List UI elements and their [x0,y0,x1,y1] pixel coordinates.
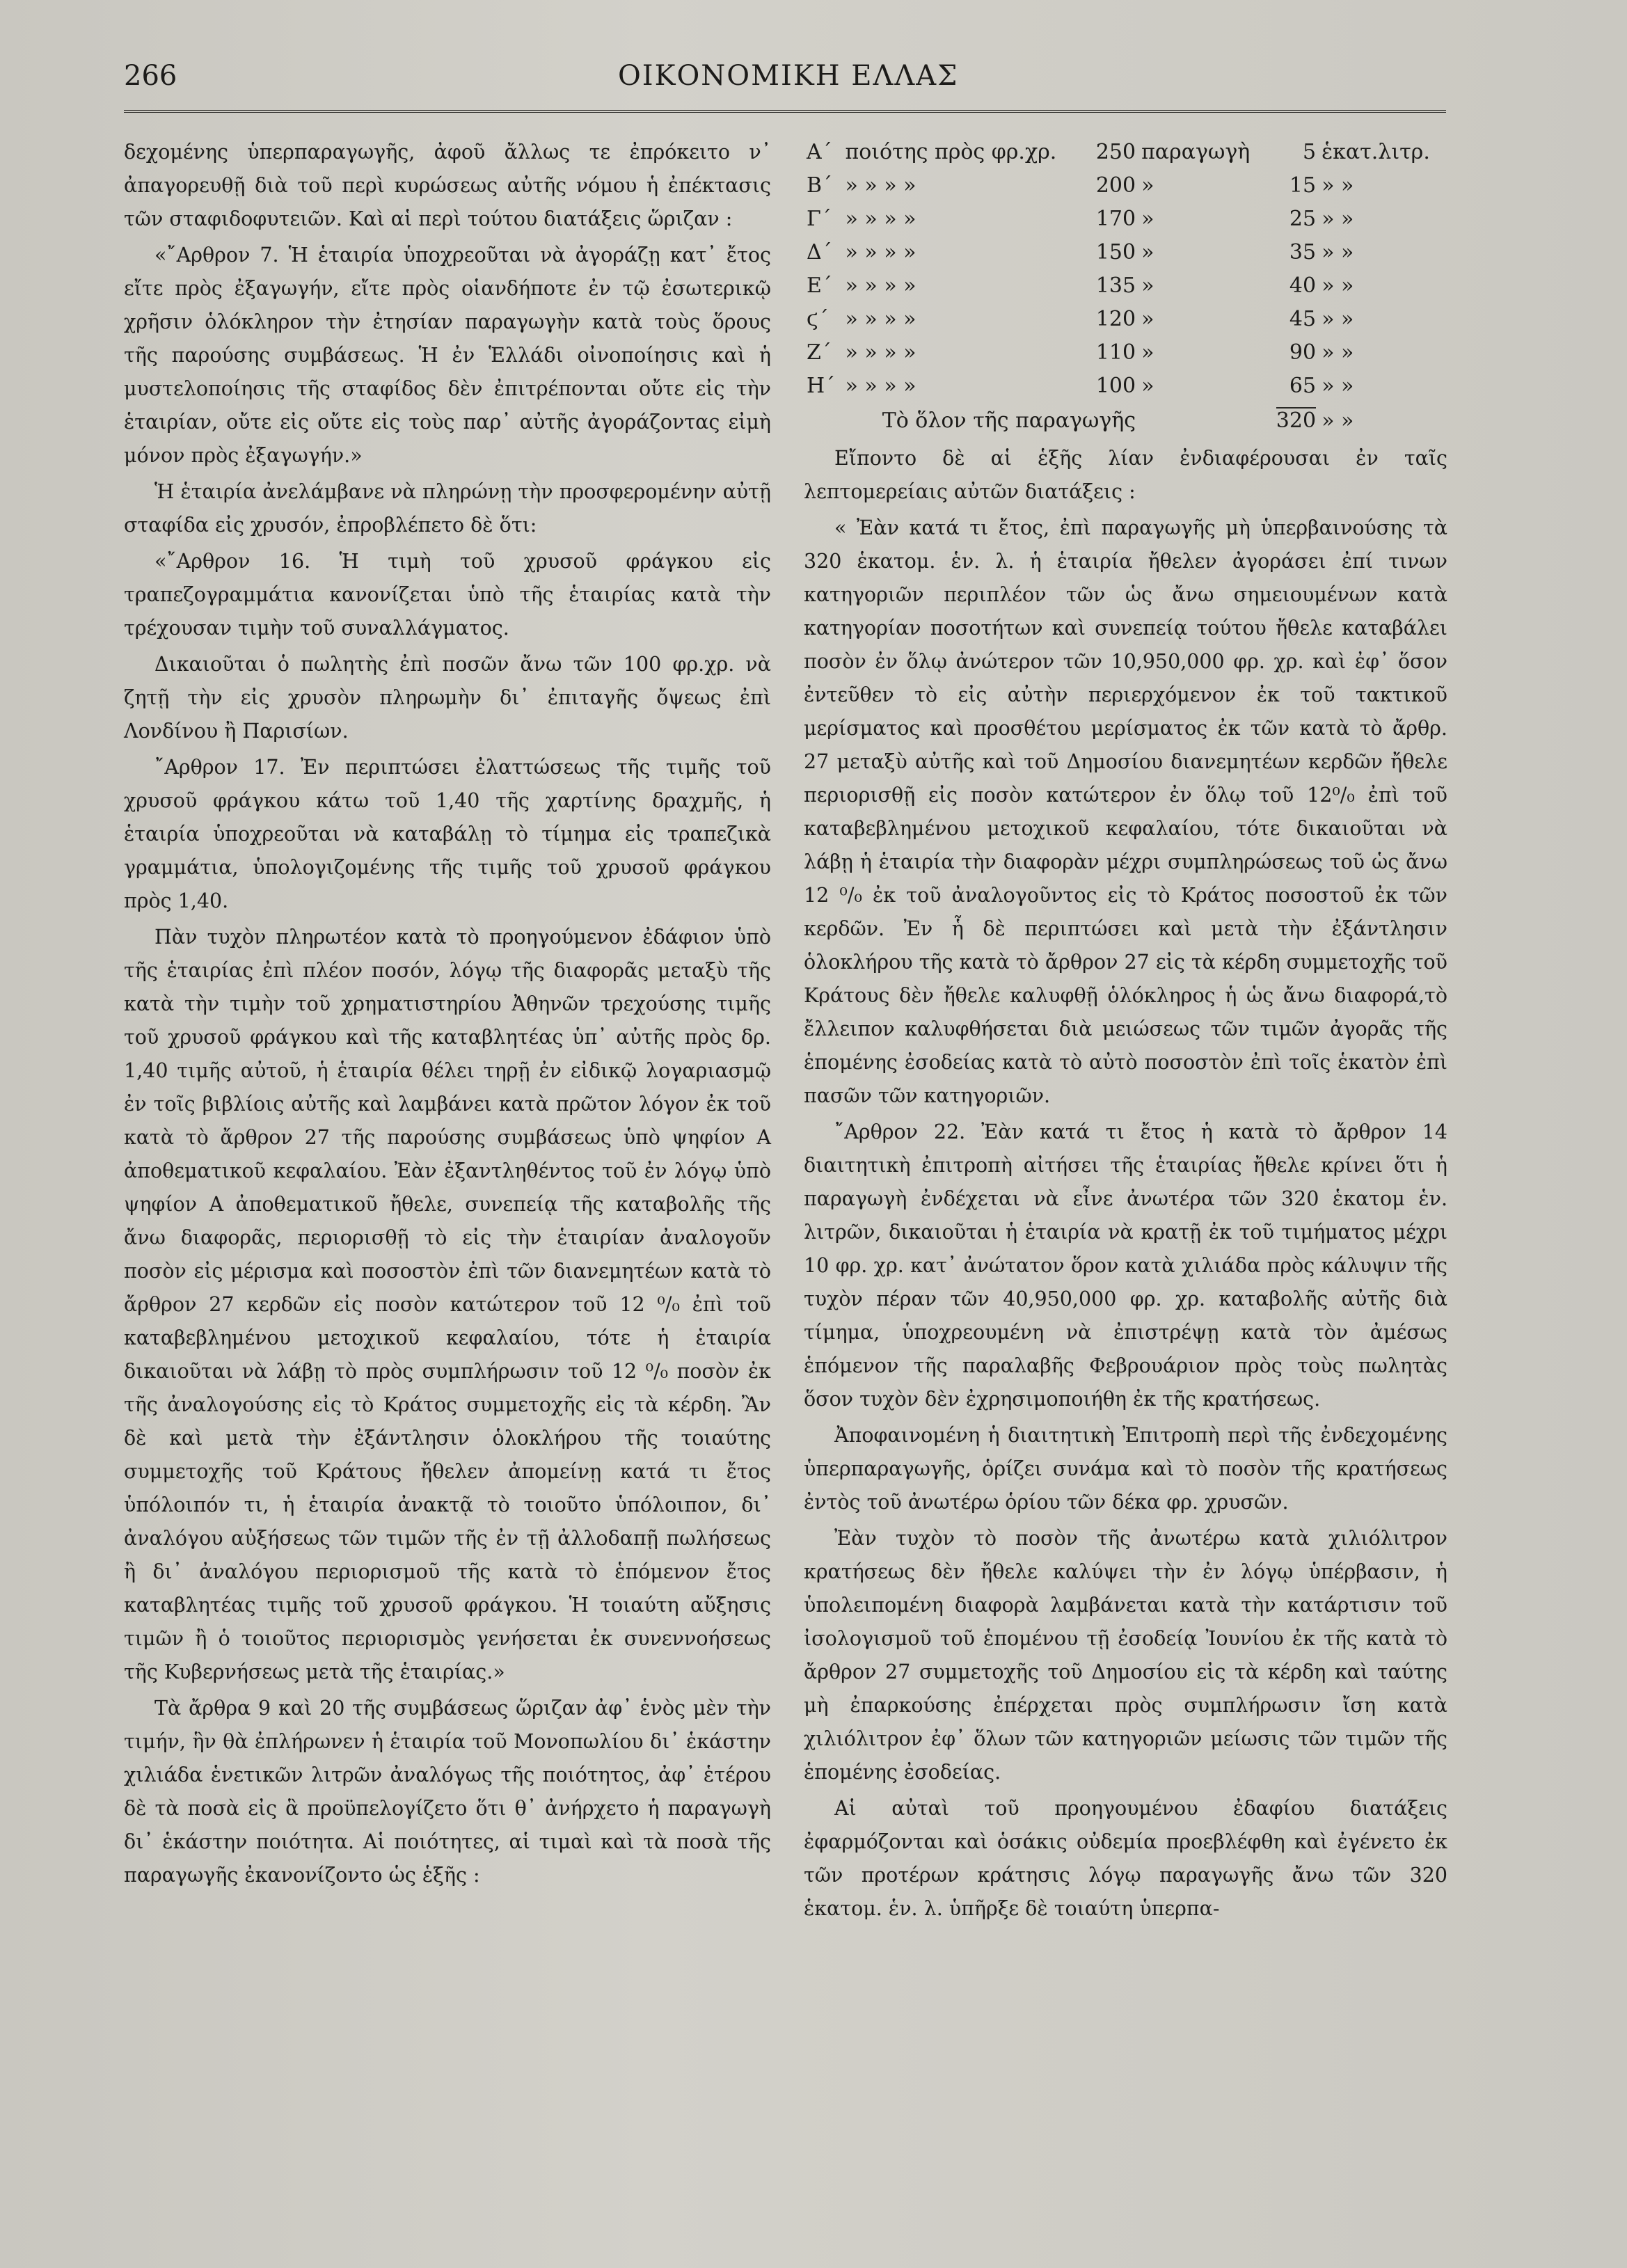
quality-text-cell: » » » » [845,240,916,264]
paragraph: « Ἐὰν κατά τι ἔτος, ἐπὶ παραγωγῆς μὴ ὑπερβαινούσης τὰ 320 ἑκατομ. ἑν. λ. ἡ ἑταιρία ἤθελεν ἀγοράσει ἐπί τινων κατηγοριῶν περιπλέον τῶν ὡς ἄνω σημειουμένων κατὰ κατηγορίαν ποσοτήτων καὶ συνεπείᾳ τούτου ἤθελε καταβάλει ποσὸν ἐν ὅλῳ ἀνώτερον τῶν 10,950,000 φρ. χρ. καὶ ἐφ᾽ ὅσον ἐντεῦθεν τὸ εἰς αὐτὴν περιερχόμενον ἐκ τοῦ τακτικοῦ μερίσματος καὶ προσθέτου μερίσματος ἐκ τῶν κατὰ τὸ ἄρθρ. 27 μεταξὺ αὐτῆς καὶ τοῦ Δημοσίου διανεμητέων κερδῶν ἤθελε περιορισθῇ εἰς ποσὸν κατώτερον ἐν ὅλῳ τοῦ 12⁰/₀ ἐπὶ τοῦ καταβεβλημένου μετοχικοῦ κεφαλαίου, τότε δικαιοῦται νὰ λάβῃ ἡ ἑταιρία τὴν διαφορὰν μέχρι συμπληρώσεως τοῦ ὡς ἄνω 12 ⁰/₀ ἐκ τοῦ ἀναλογοῦντος εἰς τὸ Κράτος ποσοστοῦ ἐκ τῶν κερδῶν. Ἐν ἧ δὲ περιπτώσει καὶ μετὰ τὴν ἐξάντλησιν ὁλοκλήρου τῆς κατὰ τὸ ἄρθρον 27 εἰς τὰ κέρδη συμμετοχῆς τοῦ Κράτους δὲν ἤθελε καλυφθῇ ὁλόκληρος ἡ ὡς ἄνω διαφορά,τὸ ἔλλειπον καλυφθήσεται διὰ μειώσεως τῶν τιμῶν ἀγορᾶς τῆς ἑπομένης ἐσοδείας κατὰ τὸ αὐτὸ ποσοστὸν ἐπὶ τοῖς ἑκατὸν ἐπὶ πασῶν τῶν κατηγοριῶν. [804,516,1447,1107]
quantity-cell: 90 [1289,340,1317,365]
price-cell: 135 [1095,273,1136,298]
page-number: 266 [124,60,177,92]
grade-cell: Η΄ [807,374,836,398]
quality-text-cell: » » » » [845,273,916,298]
grade-cell: Α΄ [807,140,832,164]
running-title: ΟΙΚΟΝΟΜΙΚΗ ΕΛΛΑΣ [618,60,959,92]
grade-cell: Ε΄ [807,273,832,298]
production-total-row [804,403,1447,438]
production-row [804,136,1447,169]
paragraph: ῎Αρθρον 17. Ἐν περιπτώσει ἐλαττώσεως τῆς τιμῆς τοῦ χρυσοῦ φράγκου κάτω τοῦ 1,40 τῆς χαρτίνης δραχμῆς, ἡ ἑταιρία ὑποχρεοῦται νὰ καταβάλῃ τὸ τίμημα εἰς τραπεζικὰ γραμμάτια, ὑπολογιζομένης τῆς τιμῆς τοῦ χρυσοῦ φράγκου πρὸς 1,40. [124,756,771,912]
quality-text-cell: » » » » [845,207,916,231]
production-row [804,269,1447,303]
unit-cell: » » [1322,307,1354,331]
production-label-cell: » [1141,340,1154,365]
paragraph: Εἴποντο δὲ αἱ ἑξῆς λίαν ἐνδιαφέρουσαι ἐν ταῖς λεπτομερείαις αὐτῶν διατάξεις : [804,447,1447,503]
quantity-cell: 5 [1302,140,1317,164]
unit-cell: ἑκατ.λιτρ. [1322,140,1430,164]
production-label-cell: » [1141,240,1154,264]
paragraph: Αἱ αὐταὶ τοῦ προηγουμένου ἐδαφίου διατάξεις ἐφαρμόζονται καὶ ὁσάκις οὐδεμία προεβλέφθη καὶ ἐγένετο ἐκ τῶν προτέρων κράτησις λόγῳ παραγωγῆς ἄνω τῶν 320 ἑκατομ. ἑν. λ. ὑπῆρξε δὲ τοιαύτη ὑπερπα- [804,1797,1447,1920]
paragraph: ῎Αρθρον 22. Ἐὰν κατά τι ἔτος ἡ κατὰ τὸ ἄρθρον 14 διαιτητικὴ ἐπιτροπὴ αἰτήσει τῆς ἑταιρίας ἤθελε κρίνει ὅτι ἡ παραγωγὴ ἐνδέχεται νὰ εἶνε ἀνωτέρα τῶν 320 ἑκατομ ἑν. λιτρῶν, δικαιοῦται ἡ ἑταιρία νὰ κρατῇ ἐκ τοῦ τιμήματος μέχρι 10 φρ. χρ. κατ᾽ ἀνώτατον ὅρον κατὰ χιλιάδα πρὸς κάλυψιν τῆς τυχὸν πέραν τῶν 40,950,000 φρ. χρ. καταβολῆς αὐτῆς διὰ τίμημα, ὑποχρεουμένη νὰ ἐπιστρέψῃ κατὰ τὸν ἀμέσως ἑπόμενον τῆς παραλαβῆς Φεβρουάριον πρὸς τοὺς πωλητὰς ὅσον τυχὸν δὲν ἐχρησιμοποιήθη ἐκ τῆς κρατήσεως. [804,1120,1447,1411]
page-header [124,54,1446,103]
price-cell: 150 [1095,240,1136,264]
paragraph: Δικαιοῦται ὁ πωλητὴς ἐπὶ ποσῶν ἄνω τῶν 100 φρ.χρ. νὰ ζητῇ τὴν εἰς χρυσὸν πληρωμὴν δι᾽ ἐπιταγῆς ὄψεως ἐπὶ Λονδίνου ἢ Παρισίων. [124,653,771,743]
quality-text-cell: ποιότης πρὸς φρ.χρ. [845,140,1057,164]
grade-cell: ϛ΄ [807,307,829,331]
quantity-cell: 35 [1289,240,1317,264]
paragraph: Τὰ ἄρθρα 9 καὶ 20 τῆς συμβάσεως ὥριζαν ἀφ᾽ ἑνὸς μὲν τὴν τιμήν, ἣν θὰ ἐπλήρωνεν ἡ ἑταιρία τοῦ Μονοπωλίου δι᾽ ἑκάστην χιλιάδα ἑνετικῶν λιτρῶν ἀναλόγως τῆς ποιότητος, ἀφ᾽ ἑτέρου δὲ τὰ ποσὰ εἰς ἃ προϋπελογίζετο ὅτι θ᾽ ἀνήρχετο ἡ παραγωγὴ δι᾽ ἑκάστην ποιότητα. Αἱ ποιότητες, αἱ τιμαὶ καὶ τὰ ποσὰ τῆς παραγωγῆς ἐκανονίζοντο ὡς ἑξῆς : [124,1697,771,1887]
grade-cell: Γ΄ [807,207,832,231]
production-label-cell: » [1141,374,1154,398]
paragraph: «῎Αρθρον 7. Ἡ ἑταιρία ὑποχρεοῦται νὰ ἀγοράζῃ κατ᾽ ἔτος εἴτε πρὸς ἐξαγωγήν, εἴτε πρὸς οἱανδήποτε ἐν τῷ ἐσωτερικῷ χρῆσιν ὁλόκληρον τὴν ἐτησίαν παραγωγὴν κατὰ τοὺς ὅρους τῆς παρούσης συμβάσεως. Ἡ ἐν Ἑλλάδι οἰνοποίησις καὶ ἡ μυστελοποίησις τῆς σταφίδος δὲν ἐπιτρέπονται οὔτε εἰς τὴν ἑταιρίαν, οὔτε εἰς οὔτε εἰς τοὺς παρ᾽ αὐτῆς ἀγοράζοντας εἰμὴ μόνον πρὸς ἐξαγωγήν.» [124,244,771,467]
total-quantity: 320 [1276,409,1317,433]
price-cell: 100 [1095,374,1136,398]
production-row [804,203,1447,236]
unit-cell: » » [1322,273,1354,298]
quantity-cell: 45 [1289,307,1317,331]
quantity-cell: 40 [1289,273,1317,298]
quantity-cell: 25 [1289,207,1317,231]
header-rule [124,110,1446,113]
quality-text-cell: » » » » [845,340,916,365]
unit-cell: » » [1322,240,1354,264]
price-cell: 120 [1095,307,1136,331]
grade-cell: Β΄ [807,173,833,198]
production-label-cell: » [1141,307,1154,331]
quality-text-cell: » » » » [845,374,916,398]
left-column [124,136,771,1892]
grade-cell: Δ΄ [807,240,832,264]
paragraph: «῎Αρθρον 16. Ἡ τιμὴ τοῦ χρυσοῦ φράγκου εἰς τραπεζογραμμάτια κανονίζεται ὑπὸ τῆς ἑταιρίας κατὰ τὴν τρέχουσαν τιμὴν τοῦ συναλλάγματος. [124,550,771,640]
unit-cell: » » [1322,340,1354,365]
quality-text-cell: » » » » [845,173,916,198]
production-row [804,236,1447,269]
unit-cell: » » [1322,207,1354,231]
paragraph: Ἡ ἑταιρία ἀνελάμβανε νὰ πληρώνῃ τὴν προσφερομένην αὐτῇ σταφίδα εἰς χρυσόν, ἐπροβλέπετο δὲ ὅτι: [124,480,771,537]
unit-cell: » » [1322,374,1354,398]
production-label-cell: παραγωγὴ [1141,140,1251,164]
grade-cell: Ζ΄ [807,340,832,365]
production-table [804,136,1447,438]
right-column [804,136,1447,1926]
production-row [804,303,1447,336]
production-label-cell: » [1141,273,1154,298]
paragraph: Ἐὰν τυχὸν τὸ ποσὸν τῆς ἀνωτέρω κατὰ χιλιόλιτρον κρατήσεως δὲν ἤθελε καλύψει τὴν ἐν λόγῳ ὑπέρβασιν, ἡ ὑπολειπομένη διαφορὰ λαμβάνεται κατὰ τὴν κατάρτισιν τοῦ ἰσολογισμοῦ τοῦ ἑπομένου τῇ ἐσοδείᾳ Ἰουνίου ἐκ τῆς κατὰ τὸ ἄρθρον 27 συμμετοχῆς τοῦ Δημοσίου εἰς τὰ κέρδη καὶ ταύτης μὴ ἐπαρκούσης ἐπέρχεται πρὸς συμπλήρωσιν ἴση κατὰ χιλιόλιτρον ἐφ᾽ ὅλων τῶν κατηγοριῶν μείωσις τῶν τιμῶν τῆς ἑπομένης ἐσοδείας. [804,1527,1447,1784]
total-label: Τὸ ὅλον τῆς παραγωγῆς [882,409,1136,433]
production-row [804,169,1447,203]
production-row [804,370,1447,403]
quantity-cell: 65 [1289,374,1317,398]
unit-cell: » » [1322,173,1354,198]
paragraph: Ἀποφαινομένη ἡ διαιτητικὴ Ἐπιτροπὴ περὶ τῆς ἐνδεχομένης ὑπερπαραγωγῆς, ὁρίζει συνάμα καὶ τὸ ποσὸν τῆς κρατήσεως ἐντὸς τοῦ ἀνωτέρω ὁρίου τῶν δέκα φρ. χρυσῶν. [804,1424,1447,1514]
quantity-cell: 15 [1289,173,1317,198]
price-cell: 250 [1095,140,1136,164]
price-cell: 170 [1095,207,1136,231]
paragraph: Πὰν τυχὸν πληρωτέον κατὰ τὸ προηγούμενον ἐδάφιον ὑπὸ τῆς ἑταιρίας ἐπὶ πλέον ποσόν, λόγῳ τῆς διαφορᾶς μεταξὺ τῆς κατὰ τὴν τιμὴν τοῦ χρηματιστηρίου Ἀθηνῶν τρεχούσης τιμῆς τοῦ χρυσοῦ φράγκου καὶ τῆς καταβλητέας ὑπ᾽ αὐτῆς πρὸς δρ. 1,40 τιμῆς αὐτοῦ, ἡ ἑταιρία θέλει τηρῇ ἐν εἰδικῷ λογαριασμῷ ἐν τοῖς βιβλίοις αὐτῆς καὶ λαμβάνει κατὰ πρῶτον λόγον ἐκ τοῦ κατὰ τὸ ἄρθρον 27 τῆς παρούσης συμβάσεως ὑπὸ ψηφίον Α ἀποθεματικοῦ κεφαλαίου. Ἐὰν ἐξαντληθέντος τοῦ ἐν λόγῳ ὑπὸ ψηφίον Α ἀποθεματικοῦ ἤθελε, συνεπείᾳ τῆς καταβολῆς τῆς ἄνω διαφορᾶς, περιορισθῇ τὸ εἰς τὴν ἑταιρίαν ἀναλογοῦν ποσὸν εἰς μέρισμα καὶ ποσοστὸν ἐπὶ τῶν διανεμητέων κατὰ τὸ ἄρθρον 27 κερδῶν εἰς ποσὸν κατώτερον τοῦ 12 ⁰/₀ ἐπὶ τοῦ καταβεβλημένου μετοχικοῦ κεφαλαίου, τότε ἡ ἑταιρία δικαιοῦται νὰ λάβῃ τὸ πρὸς συμπλήρωσιν τοῦ 12 ⁰/₀ ποσὸν ἐκ τῆς ἀναλογούσης εἰς τὸ Κράτος συμμετοχῆς εἰς τὰ κέρδη. Ἂν δὲ καὶ μετὰ τὴν ἐξάντλησιν ὁλοκλήρου τῆς τοιαύτης συμμετοχῆς τοῦ Κράτους ἤθελεν ἀπομείνῃ κατά τι ἔτος ὑπόλοιπόν τι, ἡ ἑταιρία ἀνακτᾷ τὸ τοιοῦτο ὑπόλοιπον, δι᾽ ἀναλόγου αὐξήσεως τῶν τιμῶν τῆς ἐν τῇ ἀλλοδαπῇ πωλήσεως ἢ δι᾽ ἀναλόγου περιορισμοῦ τῆς κατὰ τὸ ἑπόμενον ἔτος καταβλητέας τιμῆς τοῦ χρυσοῦ φράγκου. Ἡ τοιαύτη αὔξησις τιμῶν ἢ ὁ τοιοῦτος περιορισμὸς γενήσεται ἐκ συνεννοήσεως τῆς Κυβερνήσεως μετὰ τῆς ἑταιρίας.» [124,926,771,1683]
production-row [804,336,1447,370]
total-unit: » » [1322,409,1354,433]
price-cell: 110 [1095,340,1136,365]
production-label-cell: » [1141,207,1154,231]
production-label-cell: » [1141,173,1154,198]
quality-text-cell: » » » » [845,307,916,331]
price-cell: 200 [1095,173,1136,198]
paragraph: δεχομένης ὑπερπαραγωγῆς, ἀφοῦ ἄλλως τε ἐπρόκειτο ν᾽ ἀπαγορευθῇ διὰ τοῦ περὶ κυρώσεως αὐτῆς νόμου ἡ ἐπέκτασις τῶν σταφιδοφυτειῶν. Καὶ αἱ περὶ τούτου διατάξεις ὥριζαν : [124,141,771,230]
